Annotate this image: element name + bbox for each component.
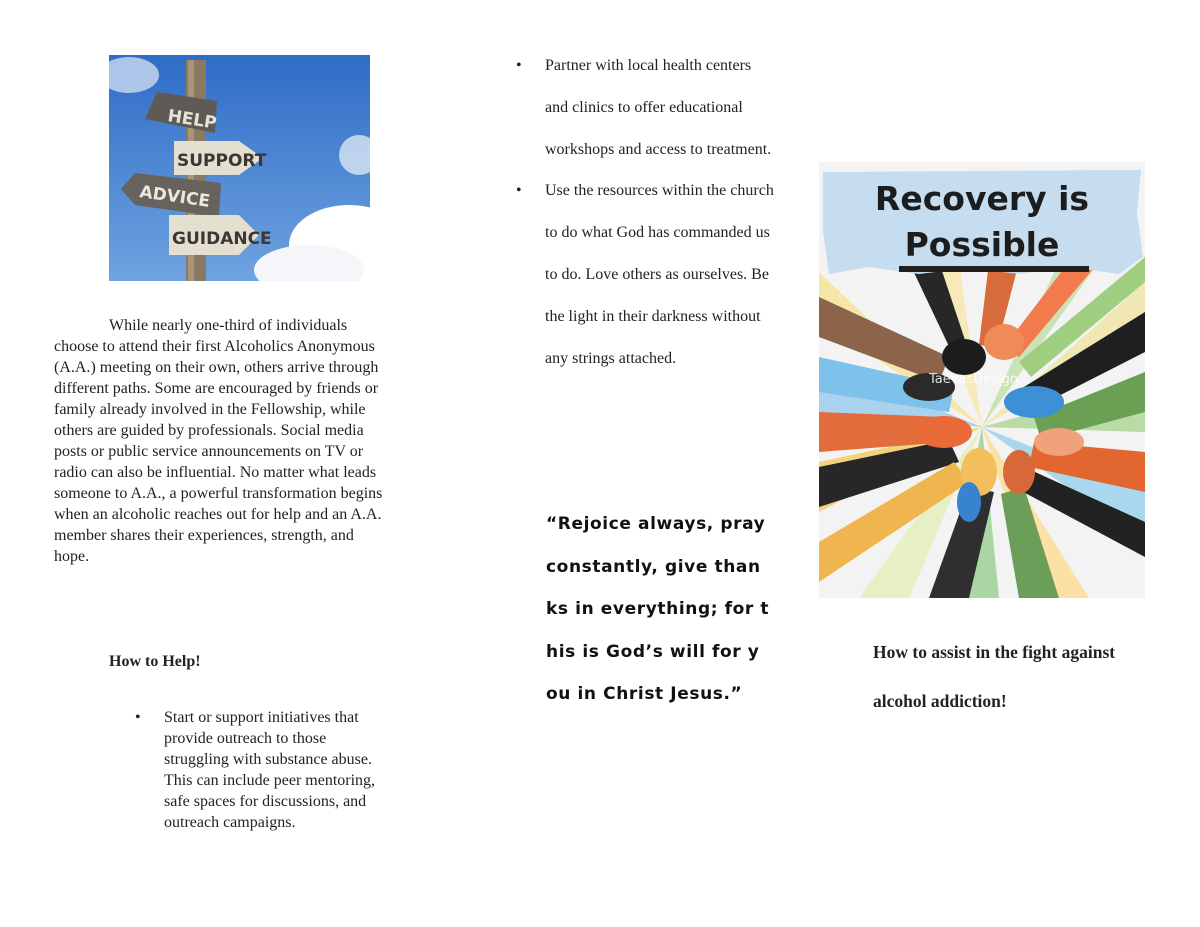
watermark-text: TaevasDesign: [929, 372, 1019, 387]
svg-text:GUIDANCE: GUIDANCE: [172, 229, 272, 249]
list-item: • Partner with local health centers and clinics to offer educational workshops and access to treatment.: [516, 45, 776, 170]
intro-paragraph: While nearly one-third of individuals choose to attend their first Alcoholics Anonymous (A.A.) meeting on their own, others arrive through different paths. Some are encouraged by friends or family already involved in the Fellowship, while others are guided by professionals. Social media posts or public service announcements on TV or radio can also be influential. No matter what leads someone to A.A., a powerful transformation begins when an alcoholic reaches out for help and an A.A. member shares their experiences, strength, and hope.: [54, 317, 383, 565]
svg-text:SUPPORT: SUPPORT: [177, 151, 267, 171]
list-item: • Use the resources within the church to do what God has commanded us to do. Love others as ourselves. Be the light in their darkness without any strings attached.: [516, 170, 776, 379]
svg-text:ADVICE: ADVICE: [138, 182, 212, 212]
signpost-image: [109, 55, 370, 281]
cover-subtitle: How to assist in the fight against alcohol addiction!: [873, 642, 1116, 711]
left-bullet-list: [109, 707, 389, 833]
middle-bullet-list: [516, 45, 776, 379]
cover-title: Recovery is Possible: [874, 179, 1090, 264]
svg-text:HELP: HELP: [166, 106, 218, 134]
how-to-help-heading: How to Help!: [109, 653, 201, 670]
bible-verse: “Rejoice always, pray constantly, give thanks in everything; for this is God’s will for you in Christ Jesus.”: [546, 514, 770, 705]
cover-image: [819, 162, 1145, 598]
list-item: • Start or support initiatives that provide outreach to those struggling with substance abuse. This can include peer mentoring, safe spaces for discussions, and outreach campaigns.: [109, 707, 389, 833]
